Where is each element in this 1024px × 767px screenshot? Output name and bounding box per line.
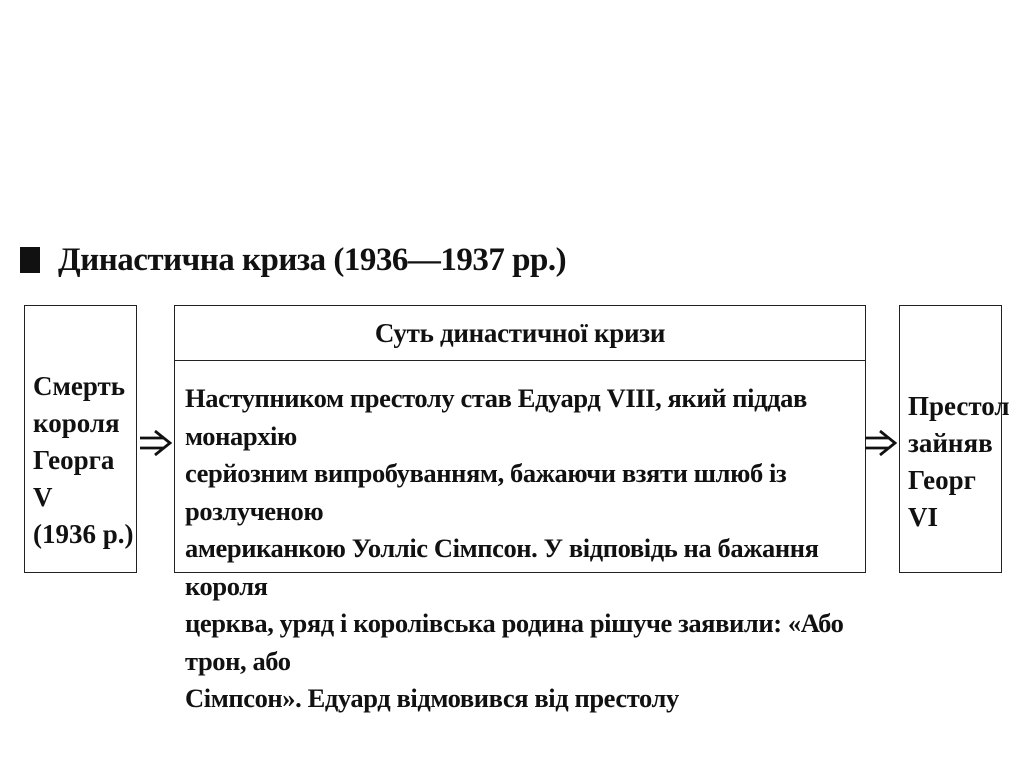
double-right-arrow-icon — [864, 428, 898, 458]
diagram-title — [20, 238, 566, 282]
cause-text: Смерть короля Георга V (1936 р.) — [33, 371, 134, 549]
square-bullet-icon — [20, 247, 40, 273]
essence-box — [174, 305, 866, 713]
result-box — [899, 305, 1010, 573]
cause-box — [24, 305, 137, 573]
essence-header: Суть династичної кризи — [175, 306, 865, 361]
essence-body: Наступником престолу став Едуард VIII, який піддав монархію серйозним випробуванням, бажаючи взяти шлюб із розлученою американкою Уолліс Сімпсон. У відповідь на бажання короля церква, уряд і королівська родина рішуче заявили: «Або трон, або Сімпсон». Едуард відмовився від престолу — [185, 383, 844, 713]
title-text: Династична криза (1936—1937 рр.) — [58, 241, 567, 278]
result-text: Престол зайняв Георг VI — [908, 391, 1010, 532]
double-right-arrow-icon — [139, 428, 173, 458]
